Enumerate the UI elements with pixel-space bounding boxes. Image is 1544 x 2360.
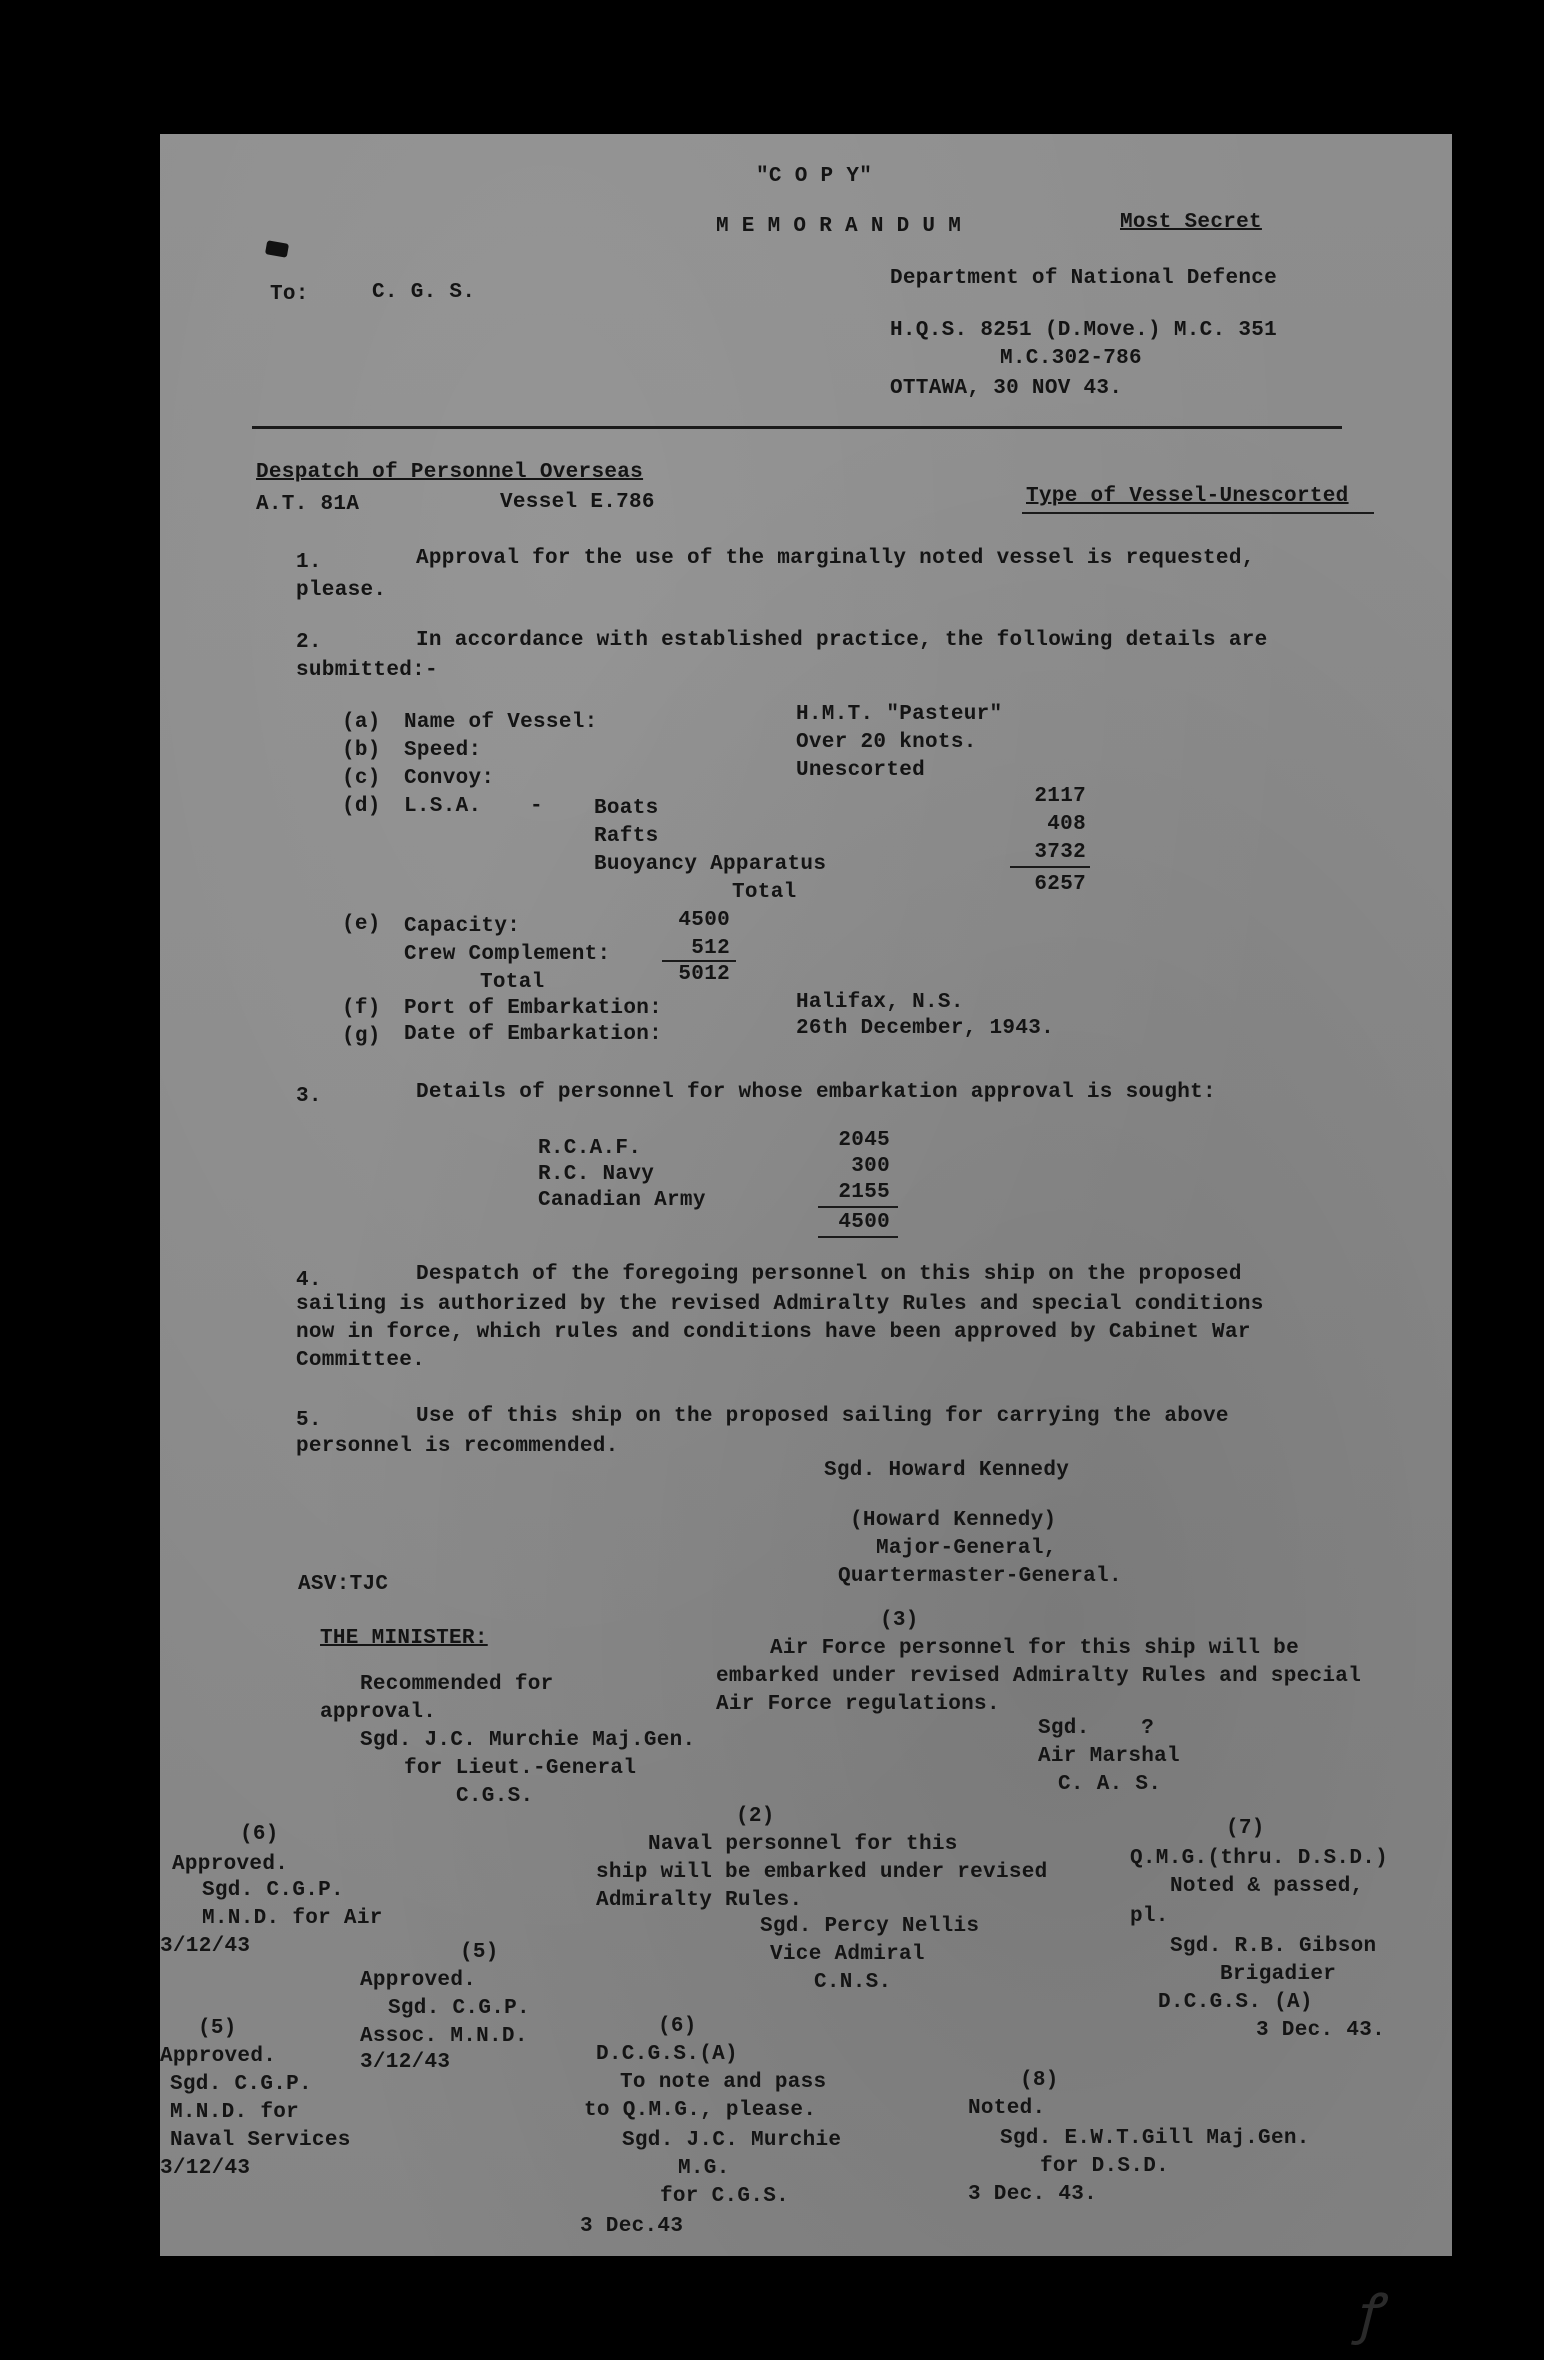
minute-text: M.N.D. for — [170, 2101, 300, 2124]
item-key: (f) — [342, 997, 381, 1020]
file-reference: H.Q.S. 8251 (D.Move.) M.C. 351 — [890, 319, 1278, 342]
lsa-item-label: Boats — [594, 797, 659, 820]
minute-text: Sgd. C.G.P. — [202, 1879, 344, 1902]
para2-number: 2. — [296, 631, 322, 654]
minute-number: (3) — [880, 1609, 919, 1632]
minute-number: (5) — [198, 2017, 237, 2040]
para4-line2: sailing is authorized by the revised Admiralty Rules and special conditions — [296, 1293, 1264, 1316]
vessel-reference: Vessel E.786 — [500, 491, 655, 514]
lsa-label: L.S.A. — [404, 795, 482, 818]
minute-number: (5) — [460, 1941, 499, 1964]
minute-text: to Q.M.G., please. — [584, 2099, 817, 2122]
personnel-value: 2155 — [838, 1181, 890, 1204]
minute-text: M.G. — [678, 2157, 730, 2180]
minute-text: approval. — [320, 1701, 437, 1724]
minute-text: Admiralty Rules. — [596, 1889, 803, 1912]
lsa-dash: - — [530, 795, 543, 818]
minute-text: Sgd. ? — [1038, 1717, 1155, 1740]
personnel-label: R.C.A.F. — [538, 1137, 642, 1160]
minute-text: To note and pass — [620, 2071, 827, 2094]
crew-label: Crew Complement: — [404, 943, 611, 966]
minute-text: 3 Dec. 43. — [968, 2183, 1098, 2206]
minute-text: Approved. — [360, 1969, 477, 1992]
personnel-label: Canadian Army — [538, 1189, 706, 1212]
minute-text: Approved. — [160, 2045, 277, 2068]
minute-text: Vice Admiral — [770, 1943, 925, 1966]
capacity-total-value: 5012 — [678, 963, 730, 986]
minute-text: for C.G.S. — [660, 2185, 790, 2208]
minute-text: C.G.S. — [456, 1785, 534, 1808]
lsa-item-value: 3732 — [1034, 841, 1086, 864]
minute-text: Approved. — [172, 1853, 289, 1876]
minute-text: Air Marshal — [1038, 1745, 1180, 1768]
typist-initials: ASV:TJC — [298, 1573, 389, 1596]
copy-label: "C O P Y" — [756, 165, 873, 188]
minute-text: 3 Dec.43 — [580, 2215, 684, 2238]
minute-text: 3/12/43 — [360, 2051, 451, 2074]
para5-line2: personnel is recommended. — [296, 1435, 619, 1458]
minister-heading: THE MINISTER: — [320, 1627, 488, 1650]
to-value: C. G. S. — [372, 281, 476, 304]
minute-text: ship will be embarked under revised — [596, 1861, 1048, 1884]
personnel-total-rule-bottom — [818, 1236, 898, 1238]
lsa-total-label: Total — [732, 881, 797, 904]
capacity-total-label: Total — [480, 971, 545, 994]
crew-value: 512 — [691, 937, 730, 960]
personnel-label: R.C. Navy — [538, 1163, 655, 1186]
minute-number: (7) — [1226, 1817, 1265, 1840]
para4-line4: Committee. — [296, 1349, 426, 1372]
lsa-total-value: 6257 — [1034, 873, 1086, 896]
personnel-value: 300 — [851, 1155, 890, 1178]
item-key: (e) — [342, 913, 381, 936]
minute-text: D.C.G.S.(A) — [596, 2043, 738, 2066]
item-key: (d) — [342, 795, 381, 818]
minute-text: Air Force personnel for this ship will be — [770, 1637, 1299, 1660]
lsa-item-label: Buoyancy Apparatus — [594, 853, 827, 876]
vessel-name-value: H.M.T. "Pasteur" — [796, 703, 1003, 726]
para5-number: 5. — [296, 1409, 322, 1432]
para3-number: 3. — [296, 1085, 322, 1108]
personnel-value: 2045 — [838, 1129, 890, 1152]
handwritten-initials: ꝭ — [1355, 2282, 1381, 2345]
para2-line1: In accordance with established practice, the following details are — [416, 629, 1268, 652]
file-reference-2: M.C.302-786 — [1000, 347, 1142, 370]
minute-text: for D.S.D. — [1040, 2155, 1170, 2178]
minute-text: Sgd. C.G.P. — [170, 2073, 312, 2096]
minute-text: Recommended for — [360, 1673, 554, 1696]
item-key: (a) — [342, 711, 381, 734]
personnel-total: 4500 — [838, 1211, 890, 1234]
port-label: Port of Embarkation: — [404, 997, 663, 1020]
minute-text: Q.M.G.(thru. D.S.D.) — [1130, 1847, 1389, 1870]
para5-line1: Use of this ship on the proposed sailing for carrying the above — [416, 1405, 1229, 1428]
minute-number: (2) — [736, 1805, 775, 1828]
minute-text: 3/12/43 — [160, 1935, 251, 1958]
para3-intro: Details of personnel for whose embarkation approval is sought: — [416, 1081, 1216, 1104]
vessel-type: Type of Vessel-Unescorted — [1026, 485, 1349, 508]
capacity-label: Capacity: — [404, 915, 521, 938]
minute-text: Sgd. Percy Nellis — [760, 1915, 980, 1938]
minute-text: Sgd. R.B. Gibson — [1170, 1935, 1377, 1958]
signature-rank: Major-General, — [876, 1537, 1057, 1560]
item-key: (b) — [342, 739, 381, 762]
date-value: 26th December, 1943. — [796, 1017, 1055, 1040]
para4-line1: Despatch of the foregoing personnel on this ship on the proposed — [416, 1263, 1242, 1286]
convoy-label: Convoy: — [404, 767, 495, 790]
minute-text: C.N.S. — [814, 1971, 892, 1994]
minute-text: Noted. — [968, 2097, 1046, 2120]
para1-line2: please. — [296, 579, 387, 602]
minute-text: 3 Dec. 43. — [1256, 2019, 1386, 2042]
minute-text: 3/12/43 — [160, 2157, 251, 2180]
convoy-value: Unescorted — [796, 759, 926, 782]
minute-text: Brigadier — [1220, 1963, 1337, 1986]
minute-text: Air Force regulations. — [716, 1693, 1000, 1716]
minute-text: C. A. S. — [1058, 1773, 1162, 1796]
minute-text: embarked under revised Admiralty Rules and special — [716, 1665, 1362, 1688]
item-key: (c) — [342, 767, 381, 790]
minute-text: M.N.D. for Air — [202, 1907, 383, 1930]
minute-text: D.C.G.S. (A) — [1158, 1991, 1313, 2014]
minute-text: Sgd. E.W.T.Gill Maj.Gen. — [1000, 2127, 1310, 2150]
port-value: Halifax, N.S. — [796, 991, 964, 1014]
minute-text: Noted & passed, — [1170, 1875, 1364, 1898]
lsa-item-value: 2117 — [1034, 785, 1086, 808]
vessel-name-label: Name of Vessel: — [404, 711, 598, 734]
minute-text: Naval personnel for this — [648, 1833, 958, 1856]
capacity-value: 4500 — [678, 909, 730, 932]
header-divider — [252, 426, 1342, 429]
lsa-item-value: 408 — [1047, 813, 1086, 836]
memo-page — [160, 134, 1452, 2345]
subject-title: Despatch of Personnel Overseas — [256, 461, 644, 484]
signature-sgd: Sgd. Howard Kennedy — [824, 1459, 1070, 1482]
item-key: (g) — [342, 1025, 381, 1048]
signature-name: (Howard Kennedy) — [850, 1509, 1057, 1532]
speed-label: Speed: — [404, 739, 482, 762]
minute-text: Sgd. J.C. Murchie Maj.Gen. — [360, 1729, 696, 1752]
para4-line3: now in force, which rules and conditions have been approved by Cabinet War — [296, 1321, 1251, 1344]
speed-value: Over 20 knots. — [796, 731, 977, 754]
minute-text: for Lieut.-General — [404, 1757, 637, 1780]
para2-line2: submitted:- — [296, 659, 438, 682]
minute-text: Naval Services — [170, 2129, 351, 2152]
type-underline — [1022, 512, 1374, 514]
para1-number: 1. — [296, 551, 322, 574]
minute-text: Sgd. C.G.P. — [388, 1997, 530, 2020]
lsa-total-rule — [1010, 866, 1090, 868]
classification-label: Most Secret — [1120, 211, 1262, 234]
minute-text: Sgd. J.C. Murchie — [622, 2129, 842, 2152]
date-label: Date of Embarkation: — [404, 1023, 663, 1046]
minute-text: Assoc. M.N.D. — [360, 2025, 528, 2048]
ink-mark — [265, 240, 289, 258]
minute-number: (6) — [658, 2015, 697, 2038]
minute-number: (6) — [240, 1823, 279, 1846]
minute-number: (8) — [1020, 2069, 1059, 2092]
lsa-item-label: Rafts — [594, 825, 659, 848]
to-label: To: — [270, 283, 309, 306]
para1-line1: Approval for the use of the marginally noted vessel is requested, — [416, 547, 1255, 570]
department-name: Department of National Defence — [890, 267, 1278, 290]
minute-text: pl. — [1130, 1905, 1169, 1928]
at-reference: A.T. 81A — [256, 493, 360, 516]
capacity-total-rule — [662, 960, 736, 962]
personnel-total-rule-top — [818, 1206, 898, 1208]
place-date: OTTAWA, 30 NOV 43. — [890, 377, 1123, 400]
memorandum-heading: M E M O R A N D U M — [716, 215, 962, 238]
signature-title: Quartermaster-General. — [838, 1565, 1122, 1588]
para4-number: 4. — [296, 1269, 322, 1292]
